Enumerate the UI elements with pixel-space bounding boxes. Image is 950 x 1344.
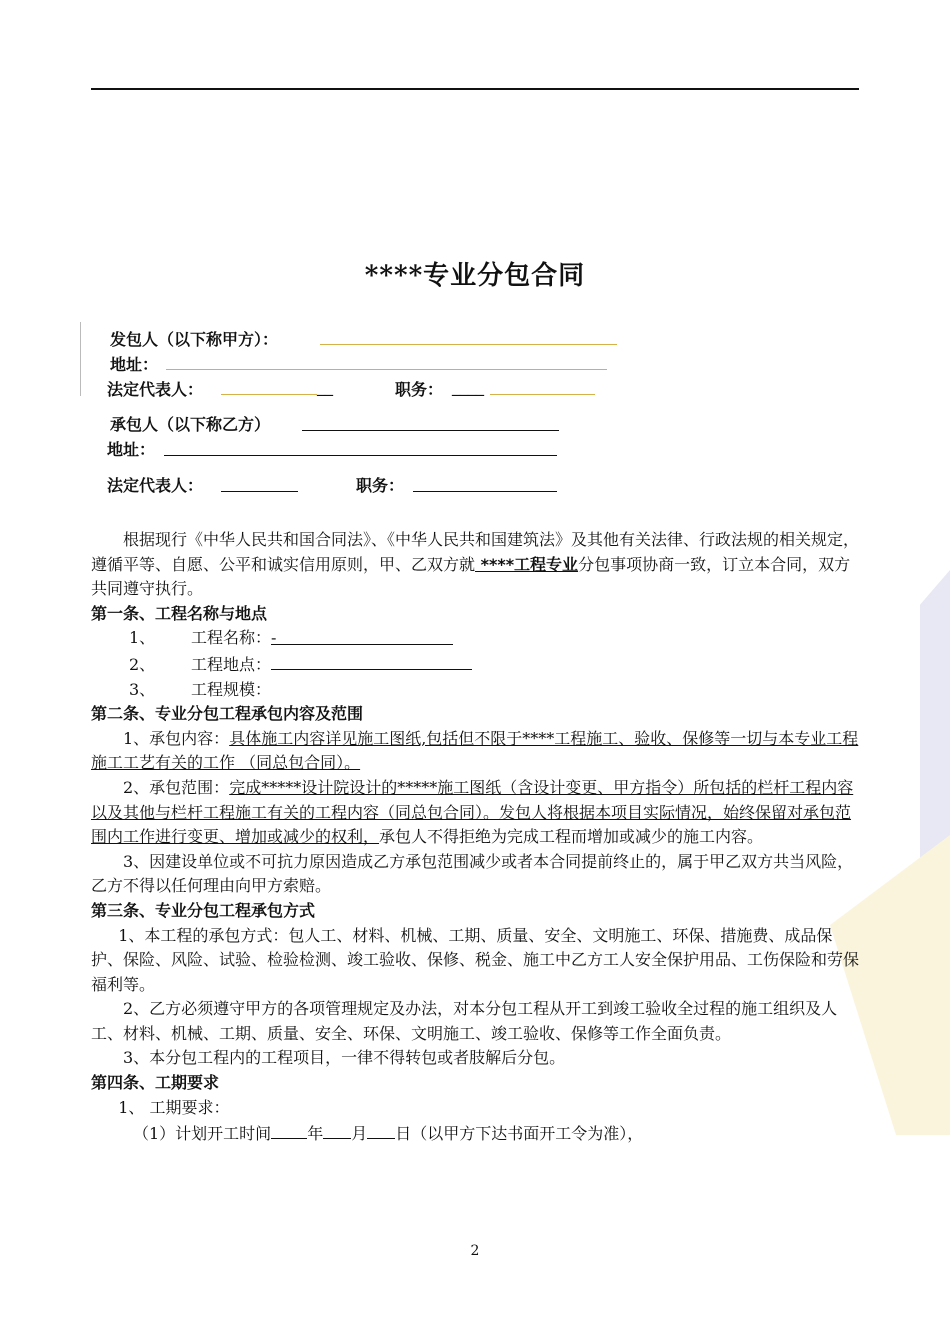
party-b-position-field[interactable] — [413, 491, 557, 492]
project-scale-label: 工程规模： — [191, 679, 272, 699]
project-name-label: 工程名称： — [191, 628, 272, 648]
year-label: 年 — [307, 1124, 324, 1144]
article-3-paragraph-3: 3、本分包工程内的工程项目，一律不得转包或者肢解后分包。 — [123, 1048, 566, 1068]
article-1-item-2 — [91, 651, 859, 678]
article-4-heading: 第四条、工期要求 — [91, 1073, 220, 1093]
party-b-position-label: 职务： — [356, 476, 405, 495]
article-3-paragraph-2: 2、乙方必须遵守甲方的各项管理规定及办法，对本分包工程从开工到竣工验收全过程的施工组织及人工、材料、机械、工期、质量、安全、环保、文明施工、竣工验收、保修等工作全面负责。 — [91, 999, 838, 1043]
start-date-note: （以甲方下达书面开工令为准）， — [411, 1124, 644, 1144]
article-2-heading: 第二条、专业分包工程承包内容及范围 — [91, 704, 364, 724]
day-label: 日 — [395, 1124, 412, 1144]
article-1-item-1 — [91, 626, 859, 651]
project-name-prefix: - — [271, 628, 277, 648]
item-number: 1、 — [129, 628, 156, 648]
article-4-sub-1: 1、 工期要求： — [118, 1097, 230, 1117]
article-2-p1-lead: 1、承包内容： — [123, 728, 230, 748]
article-1-heading: 第一条、工程名称与地点 — [91, 603, 268, 623]
item-number: 3、 — [129, 679, 156, 699]
party-a-rep-label: 法定代表人： — [107, 380, 204, 399]
party-a-address-field[interactable] — [166, 369, 607, 370]
item-number: 2、 — [129, 654, 156, 674]
article-2-p2-end: 承包人不得拒绝为完成工程而增加或减少的施工内容。 — [379, 827, 764, 847]
project-location-field[interactable] — [271, 651, 472, 670]
party-b-address-label: 地址： — [107, 440, 156, 459]
party-b-rep-label: 法定代表人： — [107, 476, 204, 495]
article-2-paragraph-3: 3、因建设单位或不可抗力原因造成乙方承包范围减少或者本合同提前终止的，属于甲乙双方共当风险，乙方不得以任何理由向甲方索赔。 — [91, 851, 854, 896]
start-date-label: （1）计划开工时间 — [133, 1124, 272, 1144]
article-2-p2-content: 完成*****设计院设计的*****施工图纸（含设计变更、甲方指令）所包括的栏杆工程内容以及其他与栏杆工程施工有关的工程内容（同总包合同）。发包人将根据本项目实际情况，始终保留对承包范围内工作进行变更、增加或减少的权利， — [91, 777, 854, 847]
project-location-label: 工程地点： — [191, 654, 272, 674]
page-number: 2 — [470, 1243, 480, 1259]
article-2-p2-lead: 2、承包范围： — [123, 777, 230, 797]
party-a-rep-field[interactable] — [221, 394, 317, 395]
article-1-item-3 — [91, 678, 859, 703]
party-a-position-prefix: ____ — [452, 377, 484, 396]
article-4-start-date — [91, 1120, 859, 1147]
start-day-field[interactable] — [367, 1120, 395, 1139]
start-month-field[interactable] — [323, 1120, 351, 1139]
party-a-address-label: 地址： — [110, 355, 159, 374]
article-3-paragraph-1: 1、本工程的承包方式：包人工、材料、机械、工期、质量、安全、文明施工、环保、措施费、成品保护、保险、风险、试验、检验检测、竣工验收、保修、税金、施工中乙方工人安全保护用品、工伤保险和劳保福利等。 — [91, 925, 860, 994]
intro-text-end: 分包事项协商一致，订立本合同，双方共同遵守执行。 — [91, 554, 851, 599]
intro-project-name: ****工程专业 — [475, 554, 579, 574]
party-a-rep-suffix: __ — [317, 377, 333, 396]
project-name-field[interactable] — [271, 626, 453, 648]
party-a-position-label: 职务： — [395, 380, 444, 399]
party-a-name-field[interactable] — [320, 344, 617, 345]
party-b-label: 承包人（以下称乙方） — [110, 415, 271, 434]
article-2-paragraph-1 — [91, 727, 859, 776]
month-label: 月 — [351, 1124, 368, 1144]
party-a-label: 发包人（以下称甲方）： — [110, 330, 279, 349]
contract-title: ****专业分包合同 — [364, 261, 586, 291]
header-rule — [91, 88, 859, 90]
article-3-heading: 第三条、专业分包工程承包方式 — [91, 900, 316, 920]
party-b-name-field[interactable] — [302, 430, 559, 431]
decorative-blue-shape — [920, 570, 950, 860]
contract-body — [91, 528, 859, 1147]
party-a-position-field[interactable] — [490, 394, 595, 395]
intro-text: 根据现行《中华人民共和国合同法》、《中华人民共和国建筑法》及其他有关法律、行政法规的相关规定，遵循平等、自愿、公平和诚实信用原则，甲、乙双方就 — [91, 530, 860, 574]
article-2-paragraph-2 — [91, 776, 859, 850]
party-b-rep-field[interactable] — [221, 491, 298, 492]
margin-bar — [80, 322, 81, 396]
article-2-p1-content: 具体施工内容详见施工图纸,包括但不限于****工程施工、验收、保修等一切与本专业工程施工工艺有关的工作 （同总包合同）。 — [91, 728, 859, 773]
party-b-address-field[interactable] — [164, 455, 557, 456]
intro-paragraph — [91, 528, 859, 602]
start-year-field[interactable] — [271, 1120, 307, 1139]
